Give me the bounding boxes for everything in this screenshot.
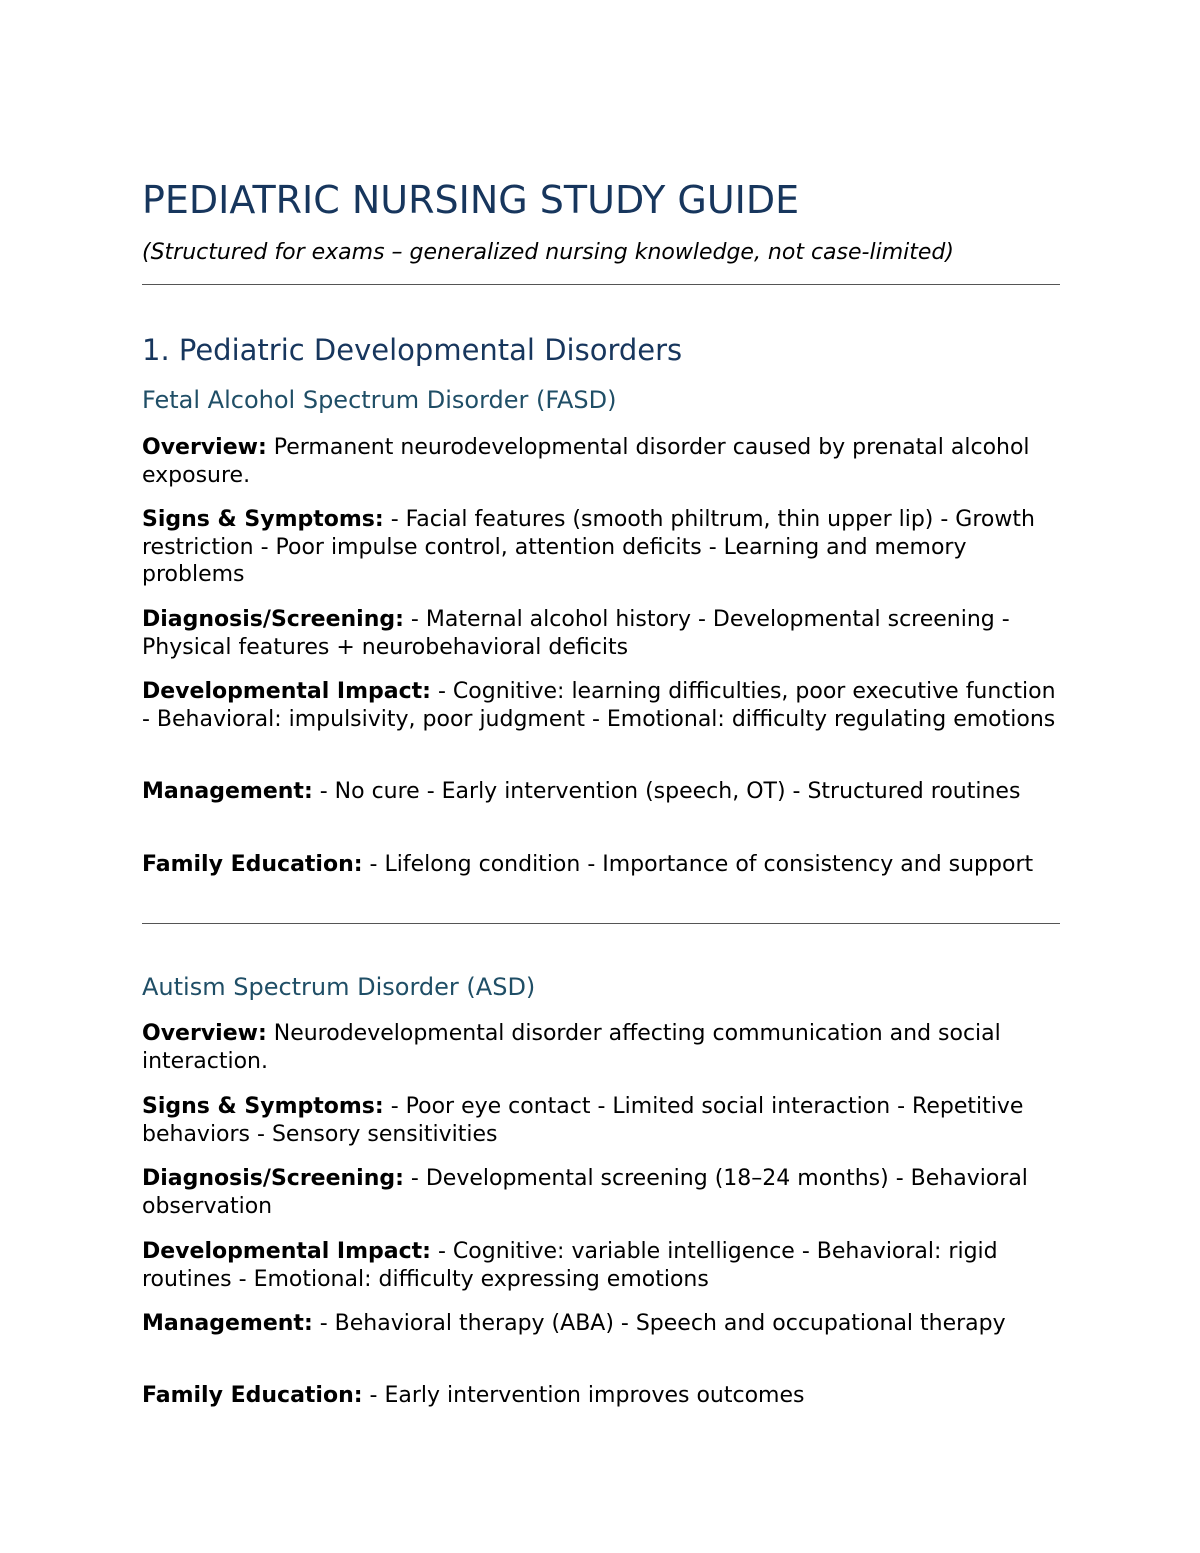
asd-management xyxy=(142,1310,1060,1338)
fasd-heading: Fetal Alcohol Spectrum Disorder (FASD) xyxy=(142,386,617,414)
asd-signs xyxy=(142,1093,1060,1148)
asd-overview-text: Neurodevelopmental disorder affecting communication and social interaction. xyxy=(142,1021,1001,1074)
fasd-family-text: - Lifelong condition - Importance of consistency and support xyxy=(362,852,1034,877)
horizontal-rule xyxy=(142,284,1060,285)
fasd-overview-label: Overview: xyxy=(142,435,267,460)
asd-family-education xyxy=(142,1382,1060,1410)
fasd-management-text: - No cure - Early intervention (speech, OT) - Structured routines xyxy=(312,779,1021,804)
asd-family-text: - Early intervention improves outcomes xyxy=(362,1383,805,1408)
fasd-family-label: Family Education: xyxy=(142,852,363,877)
asd-overview-label: Overview: xyxy=(142,1021,267,1046)
fasd-impact-label: Developmental Impact: xyxy=(142,679,431,704)
asd-impact-text: - Cognitive: variable intelligence - Behavioral: rigid routines - Emotional: difficulty expressing emotions xyxy=(142,1239,998,1292)
fasd-management xyxy=(142,778,1060,806)
section-heading: 1. Pediatric Developmental Disorders xyxy=(142,333,683,367)
fasd-diagnosis-text: - Maternal alcohol history - Developmental screening - Physical features + neurobehavioral deficits xyxy=(142,607,1010,660)
fasd-family-education xyxy=(142,851,1060,879)
fasd-overview xyxy=(142,434,1060,489)
asd-management-label: Management: xyxy=(142,1311,313,1336)
fasd-signs-text: - Facial features (smooth philtrum, thin upper lip) - Growth restriction - Poor impulse control, attention deficits - Learning and memory problems xyxy=(142,507,1035,587)
document-subtitle: (Structured for exams – generalized nursing knowledge, not case-limited) xyxy=(142,240,954,265)
fasd-diagnosis-label: Diagnosis/Screening: xyxy=(142,607,404,632)
asd-overview xyxy=(142,1020,1060,1075)
fasd-management-label: Management: xyxy=(142,779,313,804)
asd-impact xyxy=(142,1238,1060,1293)
fasd-overview-text: Permanent neurodevelopmental disorder caused by prenatal alcohol exposure. xyxy=(142,435,1030,488)
fasd-diagnosis xyxy=(142,606,1060,661)
document-title: PEDIATRIC NURSING STUDY GUIDE xyxy=(142,178,800,222)
asd-family-label: Family Education: xyxy=(142,1383,363,1408)
asd-diagnosis-label: Diagnosis/Screening: xyxy=(142,1166,404,1191)
asd-impact-label: Developmental Impact: xyxy=(142,1239,431,1264)
fasd-impact-text: - Cognitive: learning difficulties, poor executive function - Behavioral: impulsivity, poor judgment - Emotional: difficulty regulating emotions xyxy=(142,679,1056,732)
asd-management-text: - Behavioral therapy (ABA) - Speech and occupational therapy xyxy=(312,1311,1006,1336)
fasd-signs-label: Signs & Symptoms: xyxy=(142,507,384,532)
asd-signs-label: Signs & Symptoms: xyxy=(142,1094,384,1119)
fasd-signs xyxy=(142,506,1060,589)
horizontal-rule xyxy=(142,923,1060,924)
asd-diagnosis xyxy=(142,1165,1060,1220)
fasd-impact xyxy=(142,678,1060,733)
asd-signs-text: - Poor eye contact - Limited social interaction - Repetitive behaviors - Sensory sensitivities xyxy=(142,1094,1024,1147)
asd-heading: Autism Spectrum Disorder (ASD) xyxy=(142,973,536,1001)
asd-diagnosis-text: - Developmental screening (18–24 months) - Behavioral observation xyxy=(142,1166,1028,1219)
